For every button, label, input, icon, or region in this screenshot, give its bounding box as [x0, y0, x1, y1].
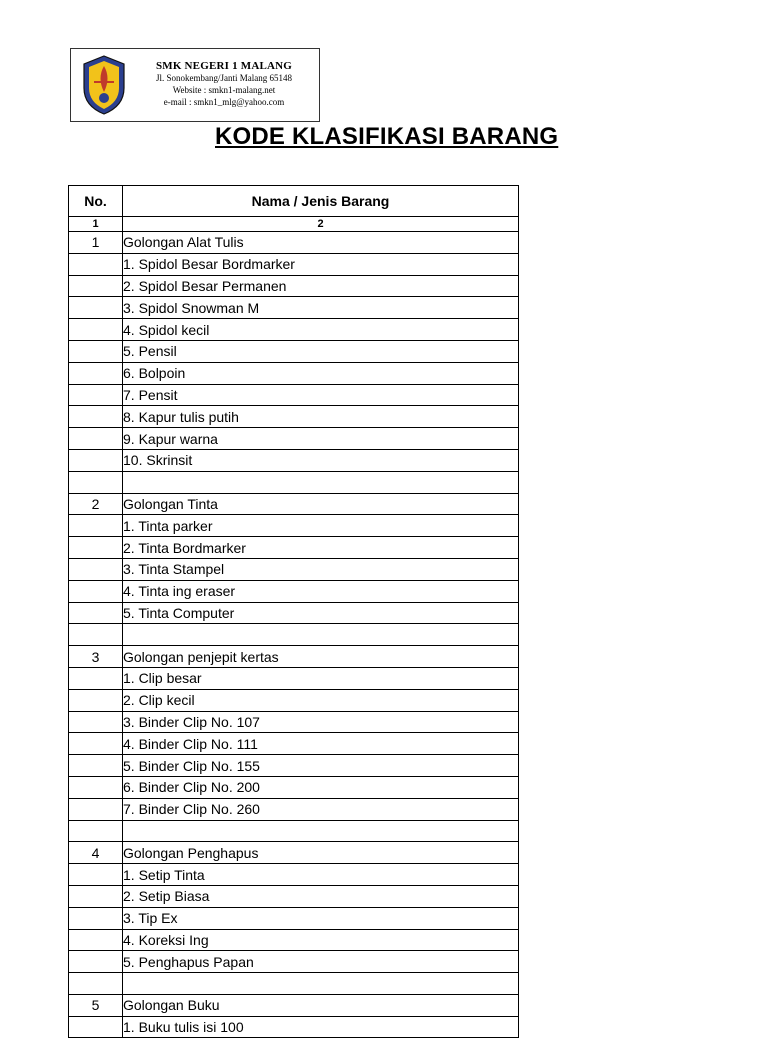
title-wrap: [215, 122, 559, 154]
table-row: [69, 667, 519, 689]
table-row: [69, 319, 519, 341]
item-name: Golongan Alat Tulis: [123, 232, 519, 254]
table-row: [69, 297, 519, 319]
item-name: 2. Setip Biasa: [123, 885, 519, 907]
item-name: Golongan Buku: [123, 994, 519, 1016]
table-row: [69, 689, 519, 711]
table-header-row: [69, 186, 519, 217]
table-row: [69, 340, 519, 362]
item-name: 1. Buku tulis isi 100: [123, 1016, 519, 1038]
letterhead: [70, 48, 320, 122]
column-number-row: [69, 217, 519, 232]
row-number: [69, 558, 123, 580]
row-number: [69, 885, 123, 907]
row-number: [69, 297, 123, 319]
table-row: [69, 733, 519, 755]
table-row: [69, 471, 519, 493]
item-name: 2. Tinta Bordmarker: [123, 537, 519, 559]
table-row: [69, 275, 519, 297]
row-number: [69, 820, 123, 842]
table-row: [69, 885, 519, 907]
school-website: Website : smkn1-malang.net: [172, 85, 276, 95]
item-name: 5. Penghapus Papan: [123, 951, 519, 973]
item-name: 6. Binder Clip No. 200: [123, 776, 519, 798]
school-address: Jl. Sonokembang/Janti Malang 65148: [156, 73, 292, 83]
school-name: SMK NEGERI 1 MALANG: [155, 60, 293, 72]
table-row: [69, 951, 519, 973]
item-name: 1. Setip Tinta: [123, 864, 519, 886]
table-row: [69, 755, 519, 777]
table-row: [69, 406, 519, 428]
column-number-name: 2: [123, 217, 519, 232]
item-name: 1. Tinta parker: [123, 515, 519, 537]
row-number: [69, 733, 123, 755]
table-row: [69, 624, 519, 646]
row-number: [69, 798, 123, 820]
item-name: [123, 820, 519, 842]
item-name: 4. Spidol kecil: [123, 319, 519, 341]
item-name: [123, 471, 519, 493]
table-row: [69, 929, 519, 951]
item-name: 4. Binder Clip No. 111: [123, 733, 519, 755]
row-number: [69, 449, 123, 471]
table-row: [69, 232, 519, 254]
item-name: Golongan penjepit kertas: [123, 646, 519, 668]
table-row: [69, 820, 519, 842]
table-row: [69, 428, 519, 450]
column-number-no: 1: [69, 217, 123, 232]
row-number: [69, 755, 123, 777]
item-name: 1. Spidol Besar Bordmarker: [123, 253, 519, 275]
item-name: [123, 624, 519, 646]
row-number: [69, 515, 123, 537]
item-name: 10. Skrinsit: [123, 449, 519, 471]
item-name: 3. Binder Clip No. 107: [123, 711, 519, 733]
item-name: [123, 973, 519, 995]
school-email: e-mail : smkn1_mlg@yahoo.com: [163, 97, 285, 107]
table-row: [69, 907, 519, 929]
table-row: [69, 537, 519, 559]
item-name: 7. Pensit: [123, 384, 519, 406]
row-number: [69, 253, 123, 275]
table-row: [69, 580, 519, 602]
row-number: [69, 951, 123, 973]
row-number: [69, 864, 123, 886]
item-name: 3. Tinta Stampel: [123, 558, 519, 580]
row-number: 3: [69, 646, 123, 668]
row-number: [69, 929, 123, 951]
item-name: 8. Kapur tulis putih: [123, 406, 519, 428]
row-number: [69, 689, 123, 711]
row-number: 4: [69, 842, 123, 864]
row-number: [69, 711, 123, 733]
table-row: [69, 515, 519, 537]
page-title: KODE KLASIFIKASI BARANG: [215, 123, 559, 150]
item-name: 5. Binder Clip No. 155: [123, 755, 519, 777]
letterhead-text: [131, 60, 317, 108]
item-name: 4. Tinta ing eraser: [123, 580, 519, 602]
row-number: [69, 406, 123, 428]
item-name: 3. Spidol Snowman M: [123, 297, 519, 319]
row-number: [69, 428, 123, 450]
item-name: 9. Kapur warna: [123, 428, 519, 450]
row-number: [69, 340, 123, 362]
table-row: [69, 1016, 519, 1038]
table-row: [69, 646, 519, 668]
item-name: 5. Pensil: [123, 340, 519, 362]
table-row: [69, 864, 519, 886]
item-name: Golongan Penghapus: [123, 842, 519, 864]
item-name: Golongan Tinta: [123, 493, 519, 515]
table-row: [69, 776, 519, 798]
row-number: [69, 319, 123, 341]
row-number: [69, 602, 123, 624]
row-number: [69, 275, 123, 297]
row-number: [69, 776, 123, 798]
row-number: [69, 537, 123, 559]
row-number: 1: [69, 232, 123, 254]
table-row: [69, 384, 519, 406]
item-name: 7. Binder Clip No. 260: [123, 798, 519, 820]
table-row: [69, 994, 519, 1016]
table-row: [69, 973, 519, 995]
row-number: [69, 624, 123, 646]
row-number: 2: [69, 493, 123, 515]
row-number: [69, 384, 123, 406]
row-number: [69, 667, 123, 689]
row-number: [69, 580, 123, 602]
header-name: Nama / Jenis Barang: [123, 186, 519, 217]
table-row: [69, 602, 519, 624]
item-name: 6. Bolpoin: [123, 362, 519, 384]
row-number: 5: [69, 994, 123, 1016]
item-name: 5. Tinta Computer: [123, 602, 519, 624]
item-name: 2. Spidol Besar Permanen: [123, 275, 519, 297]
item-name: 3. Tip Ex: [123, 907, 519, 929]
header-no: No.: [69, 186, 123, 217]
table-row: [69, 362, 519, 384]
table-row: [69, 558, 519, 580]
item-name: 2. Clip kecil: [123, 689, 519, 711]
row-number: [69, 973, 123, 995]
row-number: [69, 471, 123, 493]
table-row: [69, 449, 519, 471]
item-name: 4. Koreksi Ing: [123, 929, 519, 951]
table-row: [69, 842, 519, 864]
table-row: [69, 493, 519, 515]
school-logo-icon: [80, 54, 128, 116]
table-row: [69, 253, 519, 275]
item-classification-table: [68, 185, 519, 1038]
row-number: [69, 362, 123, 384]
item-name: 1. Clip besar: [123, 667, 519, 689]
table-row: [69, 798, 519, 820]
row-number: [69, 907, 123, 929]
table-body: [69, 232, 519, 1038]
table-row: [69, 711, 519, 733]
row-number: [69, 1016, 123, 1038]
